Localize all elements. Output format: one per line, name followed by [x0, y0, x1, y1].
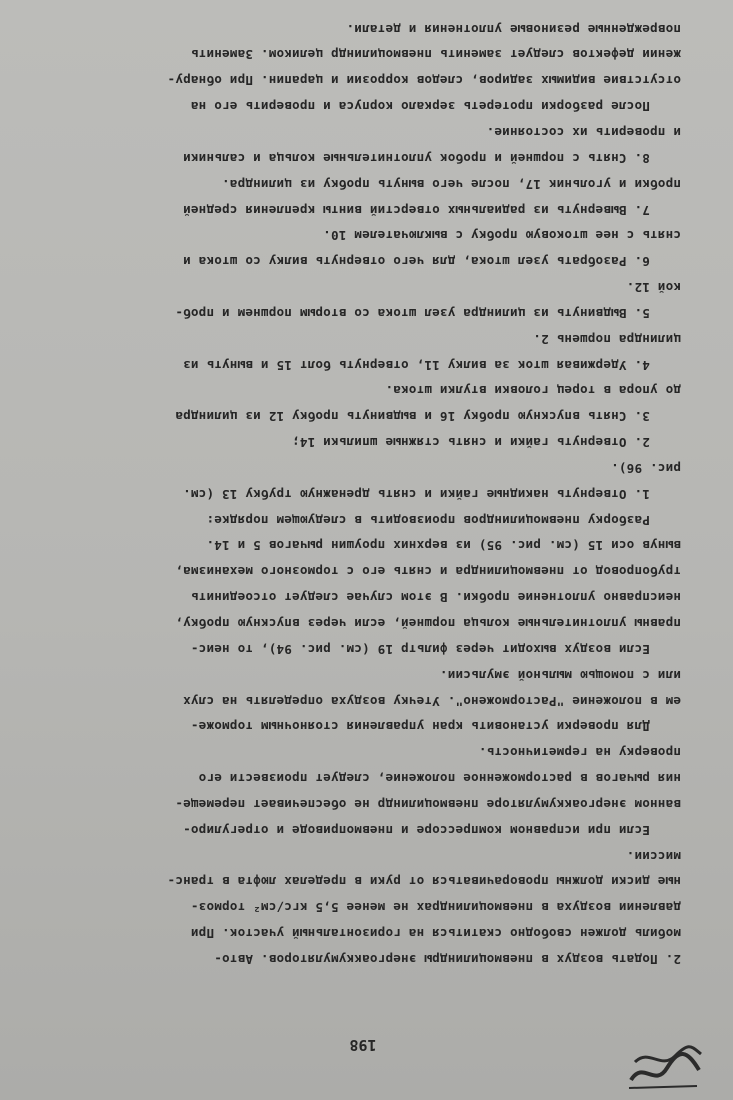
text-line: пробки и угольник 17, после чего вынуть пробку из цилиндра.	[221, 176, 681, 192]
text-line: ем в положение "Расторможено". Утечку воздуха определять на слух	[182, 693, 681, 709]
text-line: или с помощью мыльной эмульсии.	[439, 667, 681, 683]
text-line: отсутствие видимых задиров, следов коррозии и царапин. При обнару-	[167, 73, 681, 89]
text-line: цилиндра поршень 2.	[533, 331, 681, 347]
text-line: и проверить их состояние.	[486, 125, 681, 140]
page-number: 198	[349, 1036, 377, 1054]
text-line: Если воздух выходит через фильтр 19 (см. рис. 94), то неис-	[190, 641, 681, 657]
text-line: проверку на герметичность.	[478, 745, 681, 761]
text-line: 8. Снять с поршней и пробок уплотнительные кольца и сальники	[182, 150, 681, 166]
text-line: 6. Разобрать узел штока, для чего отвернуть вилку со штока и	[182, 254, 681, 270]
text-line: рис. 96).	[610, 460, 681, 476]
text-line: поврежденные резиновые уплотнения и детали.	[346, 21, 681, 37]
text-line: давлении воздуха в пневмоцилиндрах не менее 5,5 кгс/см² тормоз-	[190, 900, 681, 916]
text-line: 3. Снять впускную пробку 16 и выдвинуть пробку 12 из цилиндра	[175, 409, 681, 425]
text-line: мобиль должен свободно скатиться на горизонтальный участок. При	[190, 926, 681, 942]
text-line: 2. Подать воздух в пневмоцилиндры энергоаккумуляторов. Авто-	[214, 952, 681, 967]
text-line: до упора в торец головки втулки штока.	[385, 383, 681, 399]
text-line: трубопровод от пневмоцилиндра и снять его с тормозного механизма,	[175, 564, 681, 580]
text-line: правны уплотнительные кольца поршней, если через впускную пробку,	[175, 616, 681, 632]
text-line: миссии.	[626, 848, 681, 864]
text-block	[41, 16, 681, 972]
text-line: вынув оси 15 (см. рис. 95) из верхних проушин рычагов 5 и 14.	[206, 538, 681, 554]
text-line: жении дефектов следует заменить пневмоцилиндр целиком. Заменить	[190, 47, 681, 63]
text-line: Если при исправном компрессоре и пневмоприводе и отрегулиро-	[182, 822, 681, 838]
text-line: ные диски должны проворачиваться от руки в пределах люфта в транс-	[167, 874, 681, 890]
ink-scribble	[625, 1040, 705, 1095]
text-line: кой 12.	[626, 280, 681, 296]
text-line: 1. Отвернуть накидные гайки и снять дренажную трубку 13 (см.	[182, 486, 681, 502]
text-line: ванном энергоаккумуляторе пневмоцилиндр не обеспечивает перемеще-	[175, 796, 681, 812]
text-line: Для проверки установить кран управления стояночным торможе-	[190, 719, 681, 735]
text-line: 7. Вывернуть из радиальных отверстий винты крепления средней	[182, 202, 681, 218]
text-line: снять с нее штоковую пробку с выключателем 10.	[323, 228, 681, 244]
text-line: 5. Выдвинуть из цилиндра узел штока со вторым поршнем и проб-	[175, 305, 681, 321]
text-line: неисправно уплотнение пробки. В этом случае следует отсоединить	[190, 590, 681, 606]
text-line: Разборку пневмоцилиндров производить в следующем порядке:	[206, 512, 681, 528]
text-line: 4. Удерживая шток за вилку 11, отвернуть болт 15 и вынуть из	[182, 357, 681, 373]
text-line: ния рычагов в расторможенное положение, следует произвести его	[198, 771, 681, 787]
text-line: После разборки протереть зеркало корпуса и проверить его на	[190, 99, 681, 115]
text-line: 2. Отвернуть гайки и снять стяжные шпильки 14;	[291, 435, 681, 451]
